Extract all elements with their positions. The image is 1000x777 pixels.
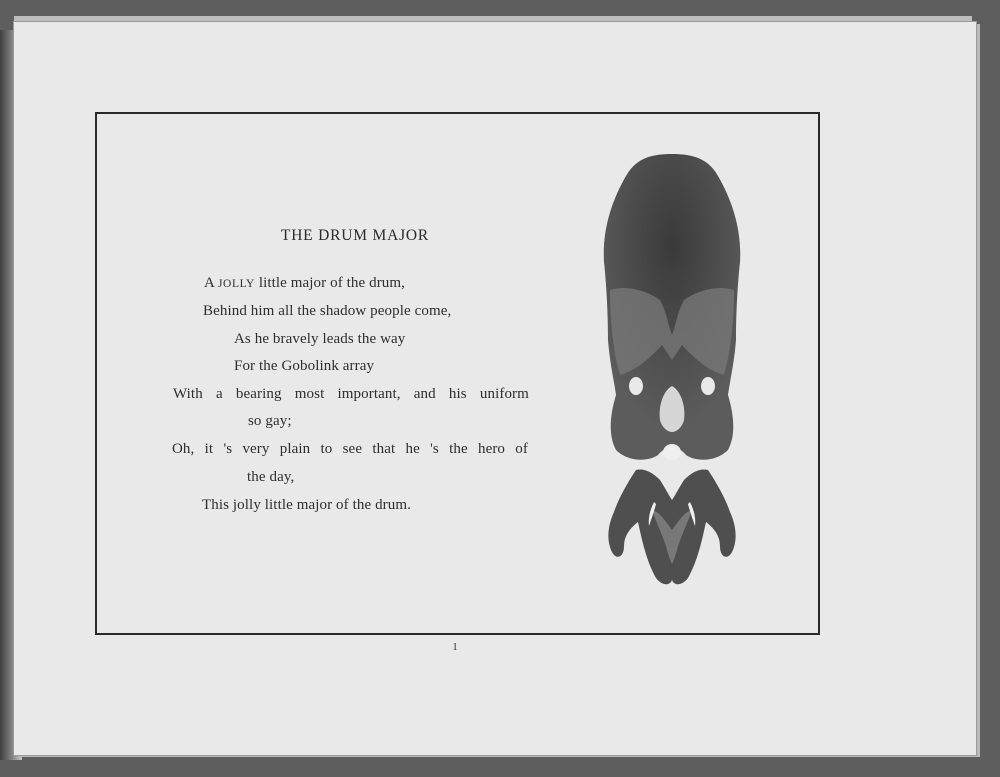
- page-number: 1: [452, 641, 458, 653]
- poem-line-9: This jolly little major of the drum.: [202, 497, 411, 513]
- poem-line-4: For the Gobolink array: [234, 358, 375, 374]
- poem-word: it: [204, 441, 214, 457]
- poem-word: With: [173, 386, 203, 402]
- blot-left-eye: [629, 377, 643, 395]
- poem-word: he: [405, 441, 420, 457]
- poem-word: plain: [279, 441, 311, 457]
- poem-line-1-rest: little major of the drum,: [258, 275, 406, 291]
- poem-line-6: so gay;: [248, 413, 292, 429]
- poem-word: the: [449, 441, 468, 457]
- poem-word: that: [372, 441, 396, 457]
- poem-word: and: [413, 386, 436, 402]
- poem-line-3: As he bravely leads the way: [234, 331, 406, 347]
- poem-word: very: [242, 441, 270, 457]
- poem-word: of: [515, 441, 528, 457]
- poem-word: most: [294, 386, 325, 402]
- poem-line-1-first: A: [204, 275, 215, 291]
- poem-word: 's: [223, 441, 233, 457]
- poem-word: 's: [430, 441, 439, 457]
- poem-line-5: [173, 386, 529, 403]
- poem-word: see: [342, 441, 363, 457]
- poem-line-1: [204, 275, 405, 292]
- poem-line-7: [172, 441, 528, 458]
- poem-line-2: Behind him all the shadow people come,: [203, 303, 452, 319]
- poem-title: THE DRUM MAJOR: [280, 227, 430, 244]
- poem-word: hero: [477, 441, 506, 457]
- inkblot-illustration: [596, 150, 748, 590]
- poem-word: his: [448, 386, 467, 402]
- poem-line-8: the day,: [247, 469, 295, 485]
- blot-right-eye: [701, 377, 715, 395]
- blot-lower-shape: [608, 469, 735, 584]
- poem-word: bearing: [235, 386, 282, 402]
- poem-word: a: [215, 386, 223, 402]
- blot-center-hole: [663, 444, 681, 460]
- poem-word: uniform: [479, 386, 529, 402]
- poem-word: Oh,: [172, 441, 195, 457]
- poem-word: to: [320, 441, 333, 457]
- poem-line-1-smallcaps: JOLLY: [217, 278, 255, 290]
- poem-word: important,: [337, 386, 401, 402]
